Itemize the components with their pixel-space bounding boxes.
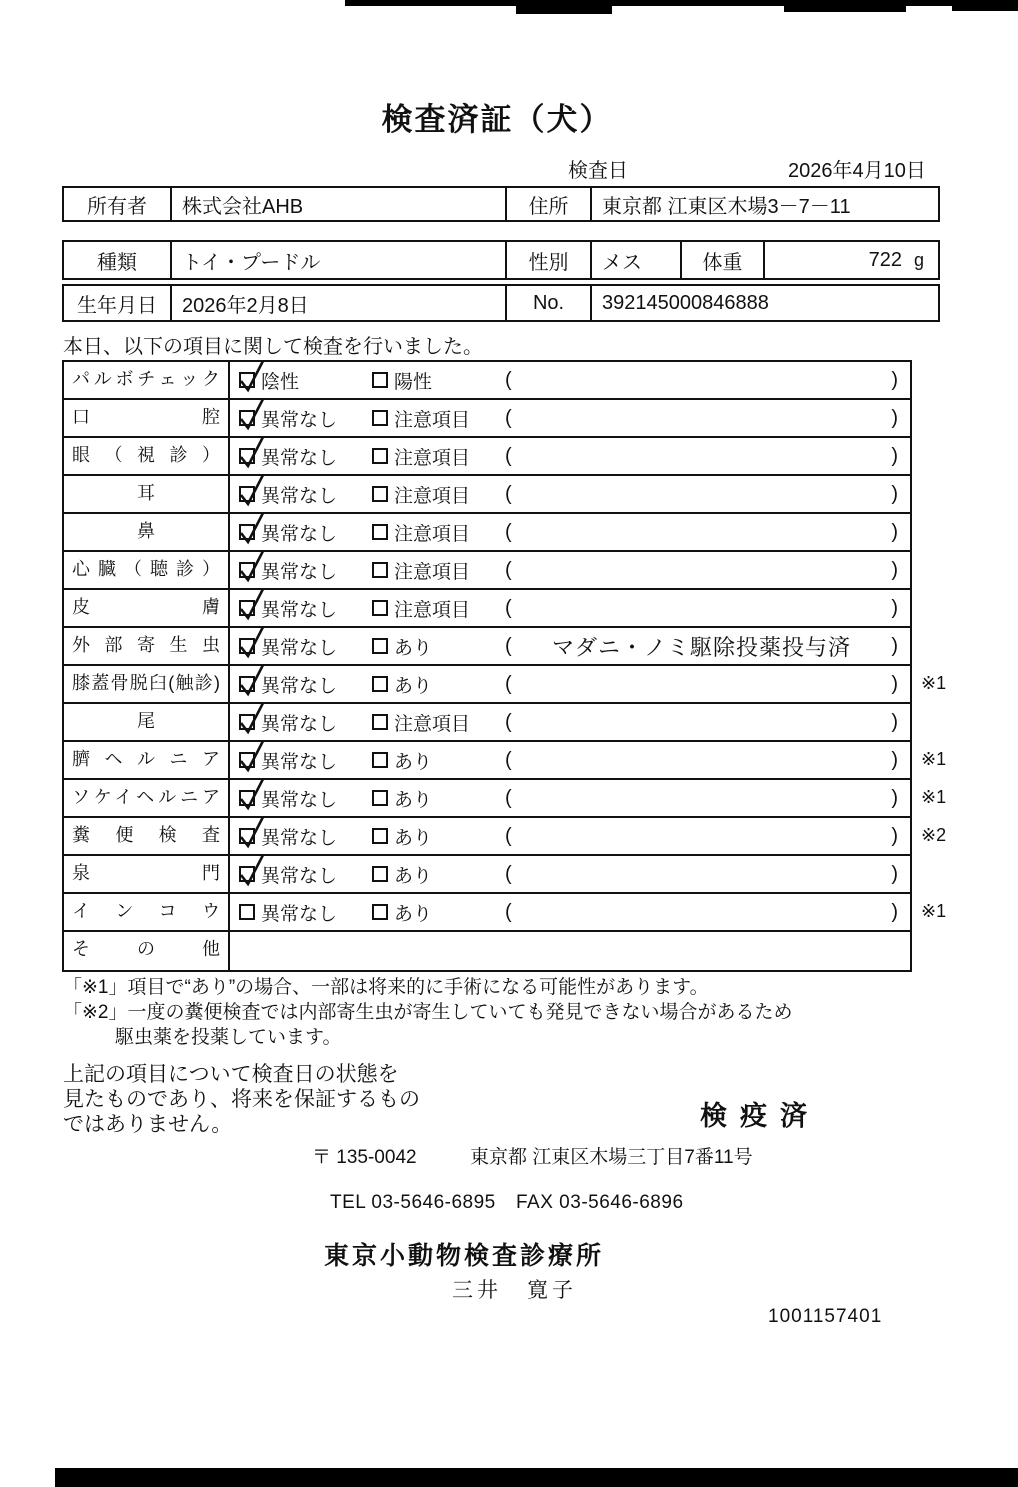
inspection-row xyxy=(64,552,910,590)
open-paren: ( xyxy=(505,748,512,771)
result-option-primary xyxy=(239,709,372,736)
remarks-field xyxy=(505,863,898,886)
open-paren: ( xyxy=(505,824,512,847)
option-secondary-label: 注意項目 xyxy=(394,713,471,735)
inspection-item-label: 鼻 xyxy=(64,514,230,550)
result-option-primary xyxy=(239,823,372,850)
check-mark-icon xyxy=(235,663,269,699)
inspection-row-content xyxy=(230,362,910,398)
inspection-table xyxy=(62,360,947,972)
option-secondary-label: 注意項目 xyxy=(394,447,471,469)
close-paren: ) xyxy=(891,862,898,885)
option-primary-label: 異常なし xyxy=(261,409,338,431)
checkbox-primary xyxy=(239,562,255,578)
option-primary-label: 異常なし xyxy=(261,637,338,659)
open-paren: ( xyxy=(505,634,512,657)
inspection-row-content xyxy=(230,894,910,930)
option-secondary-label: あり xyxy=(394,865,433,887)
option-primary-label: 異常なし xyxy=(261,599,338,621)
option-secondary-label: あり xyxy=(394,751,433,773)
remarks-field xyxy=(505,901,898,924)
inspection-row xyxy=(64,818,947,856)
remarks-field xyxy=(505,483,898,506)
result-option-primary xyxy=(239,367,372,394)
option-primary-label: 異常なし xyxy=(261,561,338,583)
close-paren: ) xyxy=(891,634,898,657)
option-secondary-label: 注意項目 xyxy=(394,523,471,545)
open-paren: ( xyxy=(505,406,512,429)
result-option-primary xyxy=(239,861,372,888)
postal-code: 〒 135-0042 xyxy=(312,1147,417,1168)
option-secondary-label: あり xyxy=(394,637,433,659)
close-paren: ) xyxy=(891,444,898,467)
open-paren: ( xyxy=(505,710,512,733)
inspection-item-label: パルボチェック xyxy=(64,362,230,398)
inspection-item-label: 眼（視診） xyxy=(64,438,230,474)
remarks-field xyxy=(505,369,898,392)
scan-artifact-top-bar xyxy=(345,0,1018,6)
inspection-item-label: 外部寄生虫 xyxy=(64,628,230,664)
fax-number: FAX 03-5646-6896 xyxy=(516,1192,684,1213)
footnote-line: 「※2」一度の糞便検査では内部寄生虫が寄生していても発見できない場合があるため xyxy=(63,1002,793,1023)
result-option-primary xyxy=(239,671,372,698)
check-mark-icon xyxy=(235,625,269,661)
result-option-secondary xyxy=(372,899,505,926)
checkbox-primary xyxy=(239,828,255,844)
checkbox-secondary xyxy=(372,524,388,540)
inspection-row xyxy=(64,476,910,514)
inspection-row xyxy=(64,628,910,666)
check-mark-icon xyxy=(235,739,269,775)
disclaimer-block xyxy=(63,1062,420,1137)
weight-value: 722 xyxy=(868,248,902,271)
option-secondary-label: あり xyxy=(394,827,433,849)
open-paren: ( xyxy=(505,482,512,505)
inspection-item-label: 膝蓋骨脱臼(触診) xyxy=(64,666,230,702)
result-option-primary xyxy=(239,519,372,546)
remarks-field xyxy=(505,559,898,582)
open-paren: ( xyxy=(505,672,512,695)
checkbox-secondary xyxy=(372,638,388,654)
checkbox-primary xyxy=(239,410,255,426)
birthdate-value: 2026年2月8日 xyxy=(172,286,507,320)
result-option-secondary xyxy=(372,709,505,736)
option-primary-label: 異常なし xyxy=(261,523,338,545)
checkbox-primary xyxy=(239,866,255,882)
inspection-item-label: 口腔 xyxy=(64,400,230,436)
remarks-field xyxy=(505,597,898,620)
checkbox-secondary xyxy=(372,448,388,464)
open-paren: ( xyxy=(505,520,512,543)
scan-artifact-top-bump xyxy=(516,0,612,14)
close-paren: ) xyxy=(891,596,898,619)
option-primary-label: 異常なし xyxy=(261,827,338,849)
clinic-address: 東京都 江東区木場三丁目7番11号 xyxy=(470,1147,753,1168)
inspection-row-content xyxy=(230,742,910,778)
check-mark-icon xyxy=(235,701,269,737)
checkbox-secondary xyxy=(372,752,388,768)
footnote-mark: ※2 xyxy=(921,825,947,845)
inspection-row xyxy=(64,400,910,438)
footnotes-block xyxy=(63,975,793,1050)
check-mark-icon xyxy=(235,473,269,509)
option-secondary-label: 陽性 xyxy=(394,371,433,393)
close-paren: ) xyxy=(891,672,898,695)
result-option-secondary xyxy=(372,481,505,508)
remarks-field xyxy=(505,711,898,734)
close-paren: ) xyxy=(891,482,898,505)
intro-sentence: 本日、以下の項目に関して検査を行いました。 xyxy=(63,336,483,358)
address-value: 東京都 江東区木場3－7－11 xyxy=(602,195,851,218)
check-mark-icon xyxy=(235,549,269,585)
inspection-row xyxy=(64,742,947,780)
owner-table xyxy=(62,186,940,222)
result-option-primary xyxy=(239,747,372,774)
disclaimer-line: ではありません。 xyxy=(63,1113,233,1136)
option-secondary-label: あり xyxy=(394,675,433,697)
result-option-secondary xyxy=(372,557,505,584)
inspection-item-label: 泉門 xyxy=(64,856,230,892)
result-option-secondary xyxy=(372,519,505,546)
address-label: 住所 xyxy=(507,188,592,220)
weight-unit: g xyxy=(913,249,924,270)
scan-artifact-top-bump xyxy=(784,0,906,12)
result-option-primary xyxy=(239,481,372,508)
open-paren: ( xyxy=(505,786,512,809)
inspection-row-content xyxy=(230,400,910,436)
checkbox-primary xyxy=(239,448,255,464)
open-paren: ( xyxy=(505,900,512,923)
option-secondary-label: 注意項目 xyxy=(394,561,471,583)
close-paren: ) xyxy=(891,406,898,429)
result-option-primary xyxy=(239,633,372,660)
inspection-row xyxy=(64,932,910,970)
inspection-row-content xyxy=(230,590,910,626)
inspection-row-content xyxy=(230,704,910,740)
checkbox-primary xyxy=(239,714,255,730)
close-paren: ) xyxy=(891,368,898,391)
remarks-field xyxy=(505,407,898,430)
veterinarian-name: 三井 寛子 xyxy=(452,1279,577,1302)
no-label: No. xyxy=(507,286,592,320)
option-secondary-label: あり xyxy=(394,789,433,811)
owner-label: 所有者 xyxy=(64,188,172,220)
remarks-field xyxy=(505,521,898,544)
checkbox-secondary xyxy=(372,866,388,882)
inspection-row xyxy=(64,438,910,476)
remarks-field xyxy=(505,749,898,772)
inspection-row-content xyxy=(230,628,910,664)
result-option-secondary xyxy=(372,785,505,812)
checkbox-primary xyxy=(239,486,255,502)
option-secondary-label: 注意項目 xyxy=(394,599,471,621)
close-paren: ) xyxy=(891,900,898,923)
inspection-row-content xyxy=(230,818,910,854)
inspection-row-content xyxy=(230,476,910,512)
inspection-date-label: 検査日 xyxy=(568,160,628,182)
checkbox-primary xyxy=(239,638,255,654)
clinic-name: 東京小動物検査診療所 xyxy=(324,1242,605,1270)
checkbox-primary xyxy=(239,372,255,388)
checkbox-primary xyxy=(239,600,255,616)
page-title: 検査済証（犬） xyxy=(381,102,613,137)
remarks-field xyxy=(505,673,898,696)
inspection-row-content xyxy=(230,666,910,702)
remarks-field xyxy=(505,787,898,810)
inspection-row xyxy=(64,362,910,400)
inspection-row xyxy=(64,780,947,818)
check-mark-icon xyxy=(235,397,269,433)
breed-label: 種類 xyxy=(64,242,172,278)
footnote-mark: ※1 xyxy=(921,901,947,921)
option-primary-label: 異常なし xyxy=(261,903,338,925)
inspection-row-content xyxy=(230,932,910,970)
option-secondary-label: あり xyxy=(394,903,433,925)
checkbox-secondary xyxy=(372,410,388,426)
birthdate-label: 生年月日 xyxy=(64,286,172,320)
option-primary-label: 異常なし xyxy=(261,865,338,887)
check-mark-icon xyxy=(235,587,269,623)
check-mark-icon xyxy=(235,511,269,547)
remarks-field xyxy=(505,445,898,468)
open-paren: ( xyxy=(505,558,512,581)
inspection-item-label: 臍ヘルニア xyxy=(64,742,230,778)
animal-table-row2 xyxy=(62,284,940,322)
check-mark-icon xyxy=(235,815,269,851)
inspection-item-label: 心臓（聴診） xyxy=(64,552,230,588)
option-primary-label: 異常なし xyxy=(261,713,338,735)
check-mark-icon xyxy=(235,359,269,395)
checkbox-primary xyxy=(239,904,255,920)
checkbox-secondary xyxy=(372,486,388,502)
checkbox-primary xyxy=(239,752,255,768)
result-option-secondary xyxy=(372,861,505,888)
inspection-item-label: その他 xyxy=(64,932,230,970)
quarantine-stamp: 検疫済 xyxy=(700,1101,820,1131)
no-value: 392145000846888 xyxy=(602,291,769,314)
inspection-row-content xyxy=(230,856,910,892)
inspection-row xyxy=(64,514,910,552)
checkbox-secondary xyxy=(372,828,388,844)
inspection-row xyxy=(64,856,910,894)
tel-number: TEL 03-5646-6895 xyxy=(330,1192,496,1213)
animal-table-row1 xyxy=(62,240,940,280)
option-primary-label: 異常なし xyxy=(261,751,338,773)
inspection-item-label: 耳 xyxy=(64,476,230,512)
option-primary-label: 陰性 xyxy=(261,371,300,393)
option-primary-label: 異常なし xyxy=(261,789,338,811)
checkbox-secondary xyxy=(372,676,388,692)
option-primary-label: 異常なし xyxy=(261,485,338,507)
checkbox-secondary xyxy=(372,372,388,388)
open-paren: ( xyxy=(505,862,512,885)
check-mark-icon xyxy=(235,853,269,889)
result-option-secondary xyxy=(372,747,505,774)
result-option-primary xyxy=(239,899,372,926)
inspection-item-label: インコウ xyxy=(64,894,230,930)
inspection-row-content xyxy=(230,438,910,474)
owner-value: 株式会社AHB xyxy=(172,188,507,220)
remarks-field xyxy=(505,631,898,662)
disclaimer-line: 見たものであり、将来を保証するもの xyxy=(63,1088,420,1111)
checkbox-secondary xyxy=(372,904,388,920)
weight-value-cell xyxy=(765,242,938,278)
checkbox-secondary xyxy=(372,714,388,730)
check-mark-icon xyxy=(235,435,269,471)
inspection-item-label: 皮膚 xyxy=(64,590,230,626)
checkbox-secondary xyxy=(372,600,388,616)
result-option-secondary xyxy=(372,633,505,660)
result-option-primary xyxy=(239,405,372,432)
option-primary-label: 異常なし xyxy=(261,447,338,469)
option-secondary-label: 注意項目 xyxy=(394,409,471,431)
sex-label: 性別 xyxy=(507,242,592,278)
close-paren: ) xyxy=(891,786,898,809)
footnote-mark: ※1 xyxy=(921,673,947,693)
checkbox-primary xyxy=(239,790,255,806)
inspection-row xyxy=(64,894,947,932)
result-option-primary xyxy=(239,557,372,584)
checkbox-secondary xyxy=(372,562,388,578)
checkbox-secondary xyxy=(372,790,388,806)
disclaimer-line: 上記の項目について検査日の状態を xyxy=(63,1063,399,1086)
result-option-secondary xyxy=(372,595,505,622)
inspection-row xyxy=(64,666,947,704)
result-option-primary xyxy=(239,443,372,470)
footnote-mark: ※1 xyxy=(921,787,947,807)
scan-artifact-bottom-bar xyxy=(55,1468,1018,1487)
option-secondary-label: 注意項目 xyxy=(394,485,471,507)
remarks-field xyxy=(505,825,898,848)
remarks-text: マダニ・ノミ駆除投薬投与済 xyxy=(551,634,851,660)
scan-artifact-top-bump xyxy=(952,0,1018,11)
inspection-item-label: 尾 xyxy=(64,704,230,740)
inspection-date-value: 2026年4月10日 xyxy=(788,160,926,182)
inspection-item-label: 糞便検査 xyxy=(64,818,230,854)
result-option-secondary xyxy=(372,671,505,698)
inspection-row xyxy=(64,704,910,742)
result-option-primary xyxy=(239,785,372,812)
checkbox-primary xyxy=(239,676,255,692)
result-option-secondary xyxy=(372,823,505,850)
footnote-line: 「※1」項目で“あり”の場合、一部は将来的に手術になる可能性があります。 xyxy=(63,977,709,998)
check-mark-icon xyxy=(235,777,269,813)
inspection-row-content xyxy=(230,552,910,588)
close-paren: ) xyxy=(891,824,898,847)
sex-value: メス xyxy=(592,242,682,278)
result-option-primary xyxy=(239,595,372,622)
close-paren: ) xyxy=(891,520,898,543)
open-paren: ( xyxy=(505,368,512,391)
result-option-secondary xyxy=(372,367,505,394)
open-paren: ( xyxy=(505,596,512,619)
inspection-row-content xyxy=(230,780,910,816)
close-paren: ) xyxy=(891,558,898,581)
breed-value: トイ・プードル xyxy=(172,242,507,278)
document-serial-number: 1001157401 xyxy=(768,1306,883,1327)
result-option-secondary xyxy=(372,443,505,470)
footnote-mark: ※1 xyxy=(921,749,947,769)
inspection-item-label: ソケイヘルニア xyxy=(64,780,230,816)
inspection-row xyxy=(64,590,910,628)
weight-label: 体重 xyxy=(682,242,765,278)
checkbox-primary xyxy=(239,524,255,540)
open-paren: ( xyxy=(505,444,512,467)
result-option-secondary xyxy=(372,405,505,432)
close-paren: ) xyxy=(891,710,898,733)
inspection-row-content xyxy=(230,514,910,550)
footnote-line: 駆虫薬を投薬しています。 xyxy=(115,1027,342,1048)
close-paren: ) xyxy=(891,748,898,771)
option-primary-label: 異常なし xyxy=(261,675,338,697)
